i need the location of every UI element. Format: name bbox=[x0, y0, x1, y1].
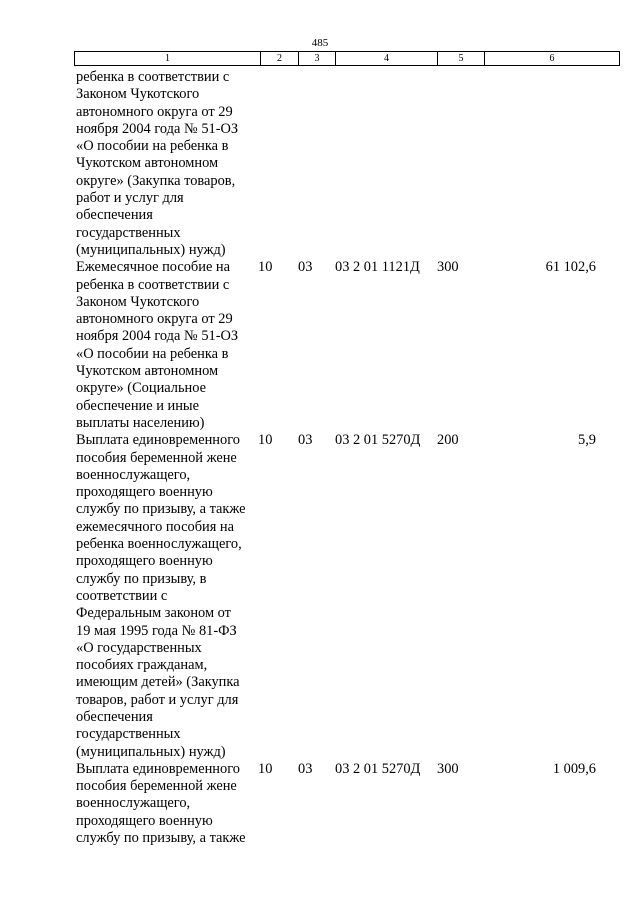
description-line: автономного округа от 29 bbox=[76, 311, 233, 328]
target-article-code: 03 2 01 5270Д bbox=[335, 432, 421, 449]
subsection-code: 03 bbox=[298, 259, 313, 276]
column-header-1: 1 bbox=[165, 53, 170, 64]
description-line: проходящего военную bbox=[76, 484, 213, 501]
budget-table-body bbox=[0, 69, 640, 847]
description-line: Чукотском автономном bbox=[76, 155, 219, 172]
description-line: ноября 2004 года № 51-ОЗ bbox=[76, 120, 239, 137]
description-line: военнослужащего, bbox=[76, 795, 191, 812]
column-header-2: 2 bbox=[260, 52, 298, 65]
description-line: (муниципальных) нужд) bbox=[76, 743, 226, 760]
description-line: округе» (Закупка товаров, bbox=[76, 172, 236, 189]
subsection-code: 03 bbox=[298, 760, 313, 777]
target-article-code: 03 2 01 5270Д bbox=[335, 760, 421, 777]
amount: 5,9 bbox=[578, 432, 596, 449]
description-line: «О пособии на ребенка в bbox=[76, 345, 229, 362]
item-description bbox=[76, 69, 258, 259]
description-line: службу по призыву, а также bbox=[76, 501, 246, 518]
description-line: ребенка в соответствии с bbox=[76, 276, 230, 293]
description-line: проходящего военную bbox=[76, 553, 213, 570]
description-line: ребенка в соответствии с bbox=[76, 69, 230, 85]
description-line: Федеральным законом от bbox=[76, 605, 231, 622]
description-line: округе» (Социальное bbox=[76, 380, 206, 397]
description-line: обеспечения bbox=[76, 207, 153, 224]
column-header-6: 6 bbox=[484, 52, 619, 65]
column-header-3: 3 bbox=[298, 52, 335, 65]
subsection-code: 03 bbox=[298, 432, 313, 449]
description-line: пособиях гражданам, bbox=[76, 657, 208, 674]
description-line: Законом Чукотского bbox=[76, 86, 200, 103]
description-line: государственных bbox=[76, 224, 181, 241]
table-row bbox=[0, 432, 640, 761]
column-header-5: 5 bbox=[437, 52, 484, 65]
section-code: 10 bbox=[258, 432, 273, 449]
description-line: ноября 2004 года № 51-ОЗ bbox=[76, 328, 239, 345]
description-line: обеспечение и иные bbox=[76, 397, 199, 414]
description-line: 19 мая 1995 года № 81-ФЗ bbox=[76, 622, 237, 639]
section-code: 10 bbox=[258, 760, 273, 777]
description-line: Ежемесячное пособие на bbox=[76, 259, 231, 276]
section-code: 10 bbox=[258, 259, 273, 276]
description-line: пособия беременной жене bbox=[76, 778, 237, 795]
description-line: товаров, работ и услуг для bbox=[76, 691, 239, 708]
table-row bbox=[0, 69, 640, 259]
description-line: службу по призыву, а также bbox=[76, 830, 246, 847]
table-row bbox=[0, 761, 640, 847]
description-line: государственных bbox=[76, 726, 181, 743]
table-row bbox=[0, 259, 640, 432]
description-line: «О пособии на ребенка в bbox=[76, 138, 229, 155]
description-line: выплаты населению) bbox=[76, 414, 205, 431]
description-line: ребенка военнослужащего, bbox=[76, 536, 242, 553]
description-line: военнослужащего, bbox=[76, 466, 191, 483]
amount: 1 009,6 bbox=[552, 760, 596, 777]
description-line: ежемесячного пособия на bbox=[76, 518, 235, 535]
table-header bbox=[74, 51, 620, 66]
target-article-code: 03 2 01 1121Д bbox=[335, 259, 420, 276]
description-line: имеющим детей» (Закупка bbox=[76, 674, 240, 691]
expense-type-code: 300 bbox=[437, 760, 459, 777]
description-line: обеспечения bbox=[76, 708, 153, 725]
expense-type-code: 200 bbox=[437, 432, 459, 449]
description-line: соответствии с bbox=[76, 587, 168, 604]
page-number: 485 bbox=[311, 37, 329, 49]
amount: 61 102,6 bbox=[545, 259, 596, 276]
item-description bbox=[76, 761, 258, 847]
description-line: службу по призыву, в bbox=[76, 570, 207, 587]
expense-type-code: 300 bbox=[437, 259, 459, 276]
description-line: пособия беременной жене bbox=[76, 449, 237, 466]
description-line: проходящего военную bbox=[76, 812, 213, 829]
description-line: Выплата единовременного bbox=[76, 432, 240, 449]
description-line: Чукотском автономном bbox=[76, 363, 219, 380]
description-line: «О государственных bbox=[76, 639, 202, 656]
column-header-4: 4 bbox=[335, 52, 437, 65]
description-line: (муниципальных) нужд) bbox=[76, 241, 226, 258]
description-line: Законом Чукотского bbox=[76, 293, 200, 310]
description-line: автономного округа от 29 bbox=[76, 103, 233, 120]
item-description bbox=[76, 259, 258, 432]
description-line: Выплата единовременного bbox=[76, 760, 240, 777]
item-description bbox=[76, 432, 258, 761]
description-line: работ и услуг для bbox=[76, 190, 184, 207]
